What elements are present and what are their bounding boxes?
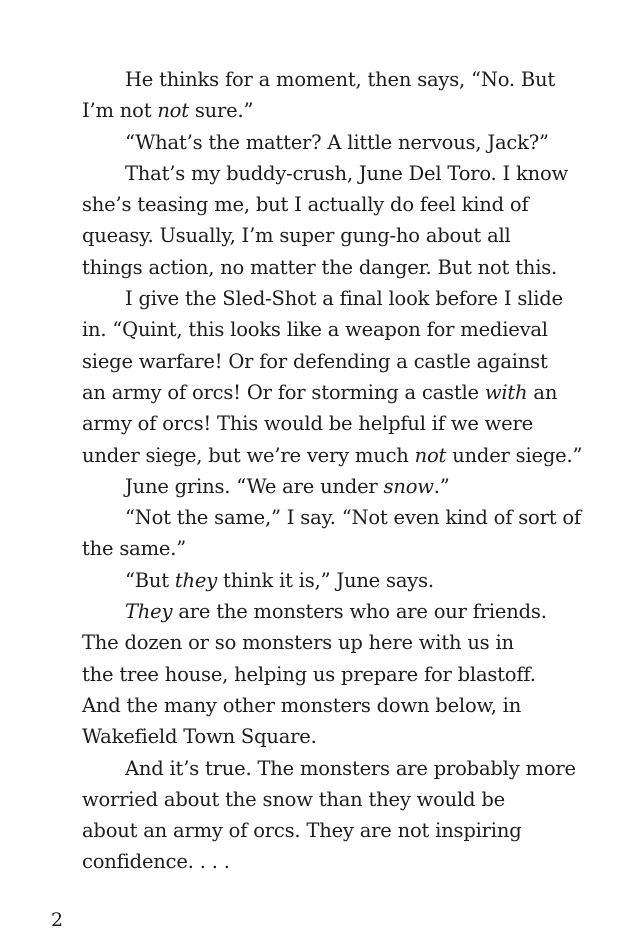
text-run: an bbox=[527, 380, 558, 404]
text-run: in. “Quint, this looks like a weapon for medieval bbox=[82, 318, 548, 342]
text-run: June grins. “We are under bbox=[125, 474, 384, 498]
text-run: And the many other monsters down below, in bbox=[82, 693, 522, 717]
text-line bbox=[82, 283, 562, 314]
page-number: 2 bbox=[51, 909, 64, 931]
text-line bbox=[82, 64, 562, 95]
text-line bbox=[82, 158, 569, 189]
text-line bbox=[82, 502, 581, 533]
paragraph bbox=[82, 283, 583, 471]
text-run: He thinks for a moment, then says, “No. But bbox=[125, 68, 556, 91]
text-line bbox=[82, 95, 562, 126]
text-line bbox=[82, 815, 562, 846]
text-run: about an army of orcs. They are not inspiring bbox=[82, 819, 522, 843]
paragraph bbox=[82, 565, 562, 596]
text-run: I give the Sled-Shot a final look before I slide bbox=[125, 287, 563, 311]
text-line bbox=[82, 377, 562, 408]
text-run: “Not the same,” I say. “Not even kind of sort of bbox=[125, 506, 581, 530]
paragraph bbox=[82, 158, 569, 283]
text-run: are the monsters who are our friends. bbox=[172, 600, 547, 624]
text-run: .” bbox=[433, 474, 450, 498]
text-run: things action, no matter the danger. But not this. bbox=[82, 255, 558, 279]
text-line bbox=[82, 346, 562, 377]
text-run: “What’s the matter? A little nervous, Jack?” bbox=[125, 130, 549, 154]
text-line bbox=[82, 784, 562, 815]
text-line bbox=[82, 440, 583, 471]
text-line bbox=[82, 846, 562, 877]
text-line bbox=[82, 627, 562, 658]
italic-text: with bbox=[484, 380, 528, 404]
text-line bbox=[82, 596, 562, 627]
text-run: the same.” bbox=[82, 537, 186, 561]
paragraph bbox=[82, 596, 562, 752]
text-line bbox=[82, 314, 562, 345]
text-run: siege warfare! Or for defending a castle against bbox=[82, 349, 548, 373]
text-run: That’s my buddy-crush, June Del Toro. I know bbox=[125, 161, 569, 185]
text-run: sure.” bbox=[188, 99, 254, 123]
italic-text: not bbox=[157, 99, 189, 123]
text-line bbox=[82, 252, 562, 283]
book-page-body bbox=[82, 64, 583, 878]
text-run: she’s teasing me, but I actually do feel kind of bbox=[82, 193, 529, 217]
text-run: I’m not bbox=[82, 99, 158, 123]
italic-text: snow bbox=[383, 474, 434, 498]
text-run: “But bbox=[125, 568, 175, 592]
italic-text: They bbox=[125, 600, 173, 624]
text-run: And it’s true. The monsters are probably more bbox=[125, 756, 576, 780]
text-line bbox=[82, 753, 576, 784]
italic-text: they bbox=[174, 568, 218, 592]
italic-text: not bbox=[414, 443, 447, 467]
text-line bbox=[82, 659, 562, 690]
text-line bbox=[82, 533, 562, 564]
text-line bbox=[82, 189, 562, 220]
text-run: under siege.” bbox=[446, 443, 583, 467]
paragraph bbox=[82, 502, 581, 565]
text-line bbox=[82, 471, 562, 502]
text-run: think it is,” June says. bbox=[217, 568, 434, 592]
text-run: confidence. . . . bbox=[82, 850, 230, 874]
text-run: under siege, but we’re very much bbox=[82, 443, 415, 467]
text-run: worried about the snow than they would be bbox=[82, 787, 505, 811]
text-line bbox=[82, 127, 562, 158]
paragraph bbox=[82, 471, 562, 502]
text-run: army of orcs! This would be helpful if we were bbox=[82, 412, 533, 436]
text-run: queasy. Usually, I’m super gung-ho about all bbox=[82, 224, 511, 248]
text-line bbox=[82, 690, 562, 721]
paragraph bbox=[82, 753, 576, 878]
paragraph bbox=[82, 127, 562, 158]
text-run: The dozen or so monsters up here with us in bbox=[82, 631, 514, 655]
text-line bbox=[82, 220, 562, 251]
text-line bbox=[82, 721, 562, 752]
text-run: the tree house, helping us prepare for blastoff. bbox=[82, 662, 536, 686]
text-line bbox=[82, 565, 562, 596]
text-run: Wakefield Town Square. bbox=[82, 725, 317, 749]
paragraph bbox=[82, 64, 562, 127]
text-run: an army of orcs! Or for storming a castle bbox=[82, 380, 485, 404]
text-line bbox=[82, 408, 562, 439]
